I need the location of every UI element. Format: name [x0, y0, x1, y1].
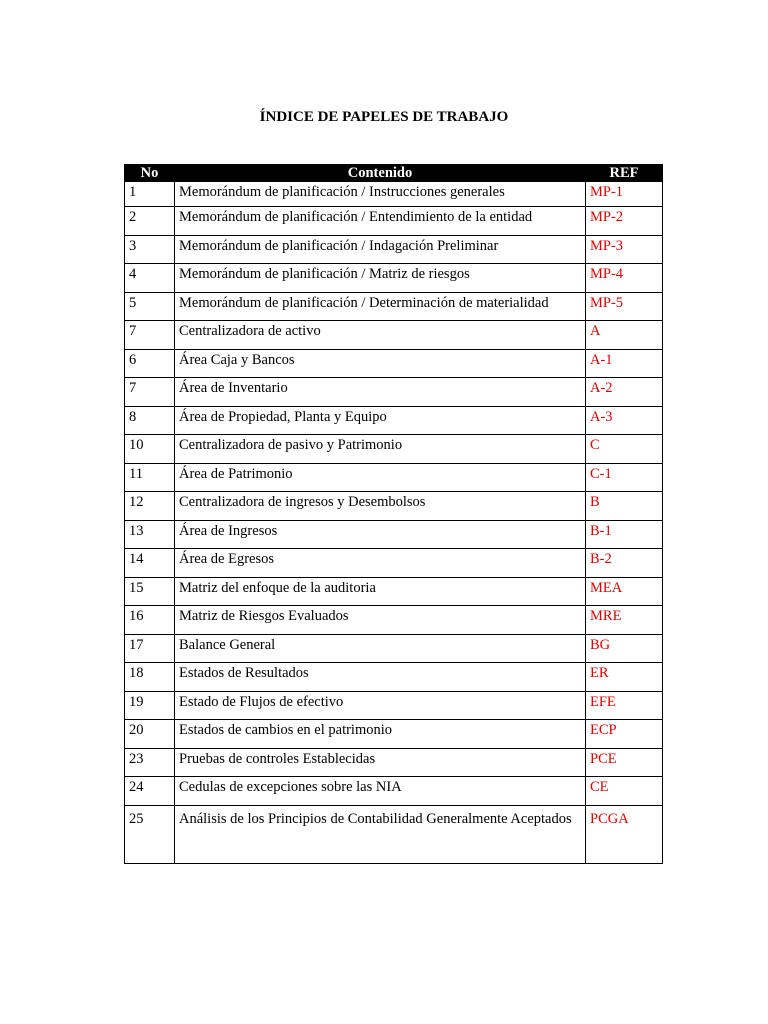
- row-content: Análisis de los Principios de Contabilidad Generalmente Aceptados: [175, 805, 586, 863]
- row-number: 8: [125, 406, 175, 435]
- header-no: No: [125, 165, 175, 182]
- row-content: Centralizadora de ingresos y Desembolsos: [175, 492, 586, 521]
- row-ref: A-1: [586, 349, 663, 378]
- row-content: Estado de Flujos de efectivo: [175, 691, 586, 720]
- header-contenido: Contenido: [175, 165, 586, 182]
- table-row: [125, 720, 663, 749]
- index-table: [124, 164, 663, 864]
- row-ref: A-3: [586, 406, 663, 435]
- document-title: ÍNDICE DE PAPELES DE TRABAJO: [259, 109, 509, 125]
- row-number: 16: [125, 606, 175, 635]
- row-ref: MP-5: [586, 292, 663, 321]
- row-ref: A: [586, 321, 663, 350]
- row-number: 19: [125, 691, 175, 720]
- row-ref: PCE: [586, 748, 663, 777]
- table-row: [125, 463, 663, 492]
- row-ref: B: [586, 492, 663, 521]
- row-content: Centralizadora de pasivo y Patrimonio: [175, 435, 586, 464]
- row-content: Balance General: [175, 634, 586, 663]
- row-number: 14: [125, 549, 175, 578]
- row-number: 3: [125, 235, 175, 264]
- table-row: [125, 663, 663, 692]
- row-number: 10: [125, 435, 175, 464]
- row-ref: MP-2: [586, 207, 663, 236]
- table-row: [125, 182, 663, 207]
- row-ref: MP-1: [586, 182, 663, 207]
- row-content: Área de Propiedad, Planta y Equipo: [175, 406, 586, 435]
- row-ref: ECP: [586, 720, 663, 749]
- table-row: [125, 777, 663, 806]
- header-ref: REF: [586, 165, 663, 182]
- table-row: [125, 378, 663, 407]
- row-number: 24: [125, 777, 175, 806]
- row-number: 17: [125, 634, 175, 663]
- row-ref: B-1: [586, 520, 663, 549]
- row-content: Memorándum de planificación / Instrucciones generales: [175, 182, 586, 207]
- table-row: [125, 606, 663, 635]
- table-row: [125, 435, 663, 464]
- table-row: [125, 406, 663, 435]
- row-number: 2: [125, 207, 175, 236]
- row-number: 1: [125, 182, 175, 207]
- table-body: [125, 182, 663, 864]
- row-ref: MRE: [586, 606, 663, 635]
- table-row: [125, 549, 663, 578]
- table-row: [125, 492, 663, 521]
- row-content: Área de Egresos: [175, 549, 586, 578]
- row-number: 23: [125, 748, 175, 777]
- row-ref: A-2: [586, 378, 663, 407]
- row-number: 6: [125, 349, 175, 378]
- row-content: Área Caja y Bancos: [175, 349, 586, 378]
- row-content: Cedulas de excepciones sobre las NIA: [175, 777, 586, 806]
- row-content: Matriz de Riesgos Evaluados: [175, 606, 586, 635]
- row-number: 5: [125, 292, 175, 321]
- row-number: 4: [125, 264, 175, 293]
- row-number: 25: [125, 805, 175, 863]
- row-content: Área de Patrimonio: [175, 463, 586, 492]
- table-row: [125, 321, 663, 350]
- table-row: [125, 292, 663, 321]
- row-content: Área de Ingresos: [175, 520, 586, 549]
- table-row: [125, 264, 663, 293]
- row-content: Centralizadora de activo: [175, 321, 586, 350]
- row-number: 15: [125, 577, 175, 606]
- row-number: 7: [125, 378, 175, 407]
- row-content: Memorándum de planificación / Matriz de riesgos: [175, 264, 586, 293]
- table-header: [125, 165, 663, 182]
- row-ref: EFE: [586, 691, 663, 720]
- row-number: 12: [125, 492, 175, 521]
- row-number: 18: [125, 663, 175, 692]
- row-ref: C-1: [586, 463, 663, 492]
- row-number: 20: [125, 720, 175, 749]
- row-content: Memorándum de planificación / Determinación de materialidad: [175, 292, 586, 321]
- table-row: [125, 577, 663, 606]
- row-content: Área de Inventario: [175, 378, 586, 407]
- row-content: Estados de cambios en el patrimonio: [175, 720, 586, 749]
- row-ref: CE: [586, 777, 663, 806]
- row-ref: ER: [586, 663, 663, 692]
- table-row: [125, 235, 663, 264]
- row-content: Estados de Resultados: [175, 663, 586, 692]
- row-ref: B-2: [586, 549, 663, 578]
- row-content: Memorándum de planificación / Indagación Preliminar: [175, 235, 586, 264]
- row-ref: C: [586, 435, 663, 464]
- row-number: 11: [125, 463, 175, 492]
- row-ref: MP-3: [586, 235, 663, 264]
- table-row: [125, 520, 663, 549]
- table-row: [125, 349, 663, 378]
- row-ref: MP-4: [586, 264, 663, 293]
- row-ref: PCGA: [586, 805, 663, 863]
- table-row: [125, 207, 663, 236]
- row-content: Pruebas de controles Establecidas: [175, 748, 586, 777]
- row-ref: MEA: [586, 577, 663, 606]
- table-row: [125, 805, 663, 863]
- table-row: [125, 634, 663, 663]
- row-number: 7: [125, 321, 175, 350]
- row-ref: BG: [586, 634, 663, 663]
- table-row: [125, 691, 663, 720]
- row-content: Matriz del enfoque de la auditoria: [175, 577, 586, 606]
- row-content: Memorándum de planificación / Entendimiento de la entidad: [175, 207, 586, 236]
- row-number: 13: [125, 520, 175, 549]
- table-row: [125, 748, 663, 777]
